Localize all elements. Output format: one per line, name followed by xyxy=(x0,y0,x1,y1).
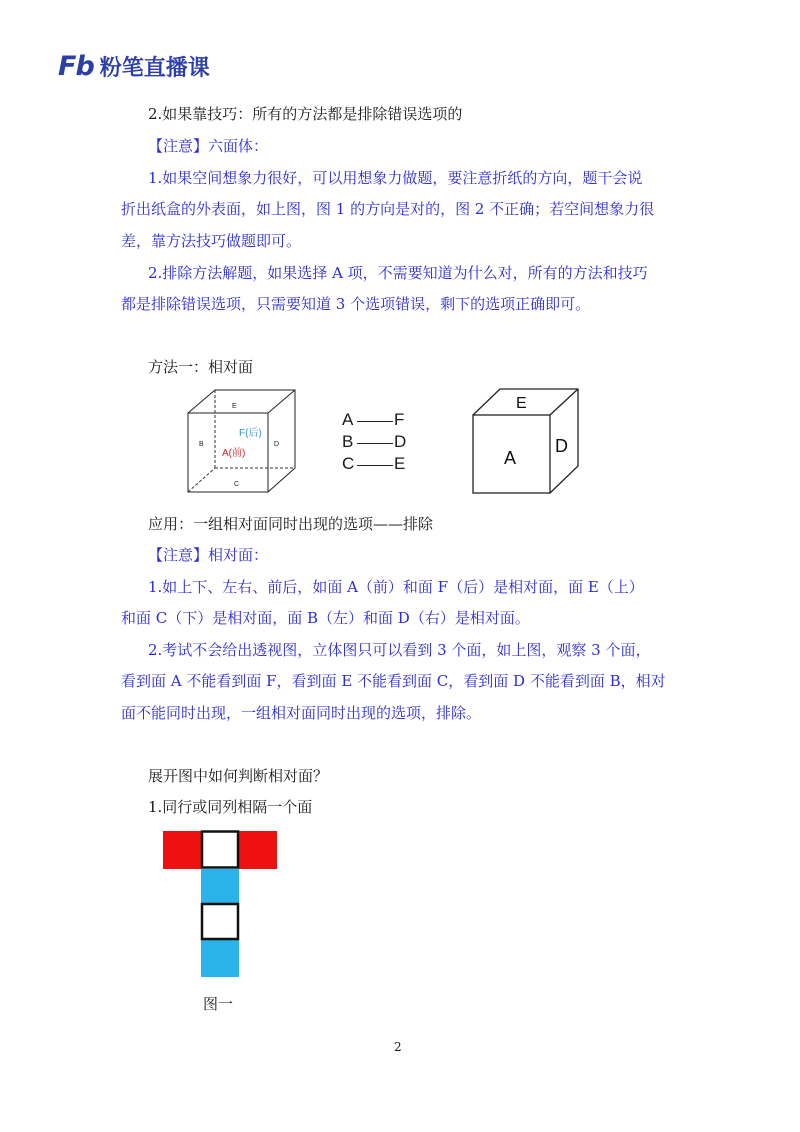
opposite-pairs-list xyxy=(342,410,412,476)
section-question: 展开图中如何判断相对面？ xyxy=(148,767,329,785)
transparent-cube-diagram xyxy=(182,384,302,496)
page-number: 2 xyxy=(394,1040,402,1054)
face-label-back: F(后) xyxy=(239,428,262,439)
pair-b: D xyxy=(394,432,407,451)
pair-row xyxy=(342,432,412,454)
pair-b: F xyxy=(394,410,405,429)
figure-caption: 图一 xyxy=(203,995,234,1013)
text-line: 都是排除错误选项，只需要知道 3 个选项错误，剩下的选项正确即可。 xyxy=(121,295,591,313)
net-face-blue xyxy=(201,869,239,905)
pair-connector xyxy=(357,421,393,422)
text-line: 和面 C（下）是相对面，面 B（左）和面 D（右）是相对面。 xyxy=(121,609,530,627)
pair-connector xyxy=(357,443,393,444)
text-line: 2.如果靠技巧：所有的方法都是排除错误选项的 xyxy=(148,105,463,123)
text-line: 面不能同时出现，一组相对面同时出现的选项，排除。 xyxy=(121,704,482,722)
logo-text: 粉笔直播课 xyxy=(99,55,210,81)
brand-logo xyxy=(58,50,210,82)
face-label-top: E xyxy=(516,395,527,412)
text-line: 2.排除方法解题，如果选择 A 项，不需要知道为什么对，所有的方法和技巧 xyxy=(148,264,648,282)
face-label-right: D xyxy=(555,436,568,456)
text-line: 差，靠方法技巧做题即可。 xyxy=(121,232,302,250)
solid-cube-diagram xyxy=(470,386,582,496)
pair-row xyxy=(342,410,412,432)
note-title: 【注意】相对面： xyxy=(148,546,269,564)
logo-mark: Fb xyxy=(58,50,94,82)
net-face-blue xyxy=(201,940,239,977)
pair-a: A xyxy=(342,410,354,429)
pair-row xyxy=(342,454,412,476)
pair-connector xyxy=(357,465,393,466)
net-face-white xyxy=(202,832,238,868)
text-line: 1.如上下、左右、前后，如面 A（前）和面 F（后）是相对面，面 E（上） xyxy=(148,578,644,596)
face-label-bottom: C xyxy=(234,481,240,488)
pair-a: C xyxy=(342,454,355,473)
face-label-left: B xyxy=(199,441,204,448)
face-label-right: D xyxy=(274,441,280,448)
text-line: 看到面 A 不能看到面 F，看到面 E 不能看到面 C，看到面 D 不能看到面 B，相对 xyxy=(121,672,666,690)
text-line: 1.如果空间想象力很好，可以用想象力做题，要注意折纸的方向，题干会说 xyxy=(148,169,643,187)
net-face-red xyxy=(239,831,277,869)
face-label-top: E xyxy=(232,403,237,410)
method-title: 方法一：相对面 xyxy=(148,358,254,376)
face-label-front: A(前) xyxy=(222,448,246,459)
net-face-white xyxy=(202,904,238,939)
text-line: 2.考试不会给出透视图，立体图只可以看到 3 个面，如上图，观察 3 个面， xyxy=(148,641,651,659)
pair-b: E xyxy=(394,454,406,473)
rule-text: 1.同行或同列相隔一个面 xyxy=(148,798,313,816)
cube-net-figure xyxy=(162,830,278,978)
text-line: 应用：一组相对面同时出现的选项——排除 xyxy=(148,515,434,533)
pair-a: B xyxy=(342,432,354,451)
face-label-front: A xyxy=(504,448,517,468)
text-line: 折出纸盒的外表面，如上图，图 1 的方向是对的，图 2 不正确；若空间想象力很 xyxy=(121,200,655,218)
net-face-red xyxy=(163,831,201,869)
note-title: 【注意】六面体： xyxy=(148,137,269,155)
